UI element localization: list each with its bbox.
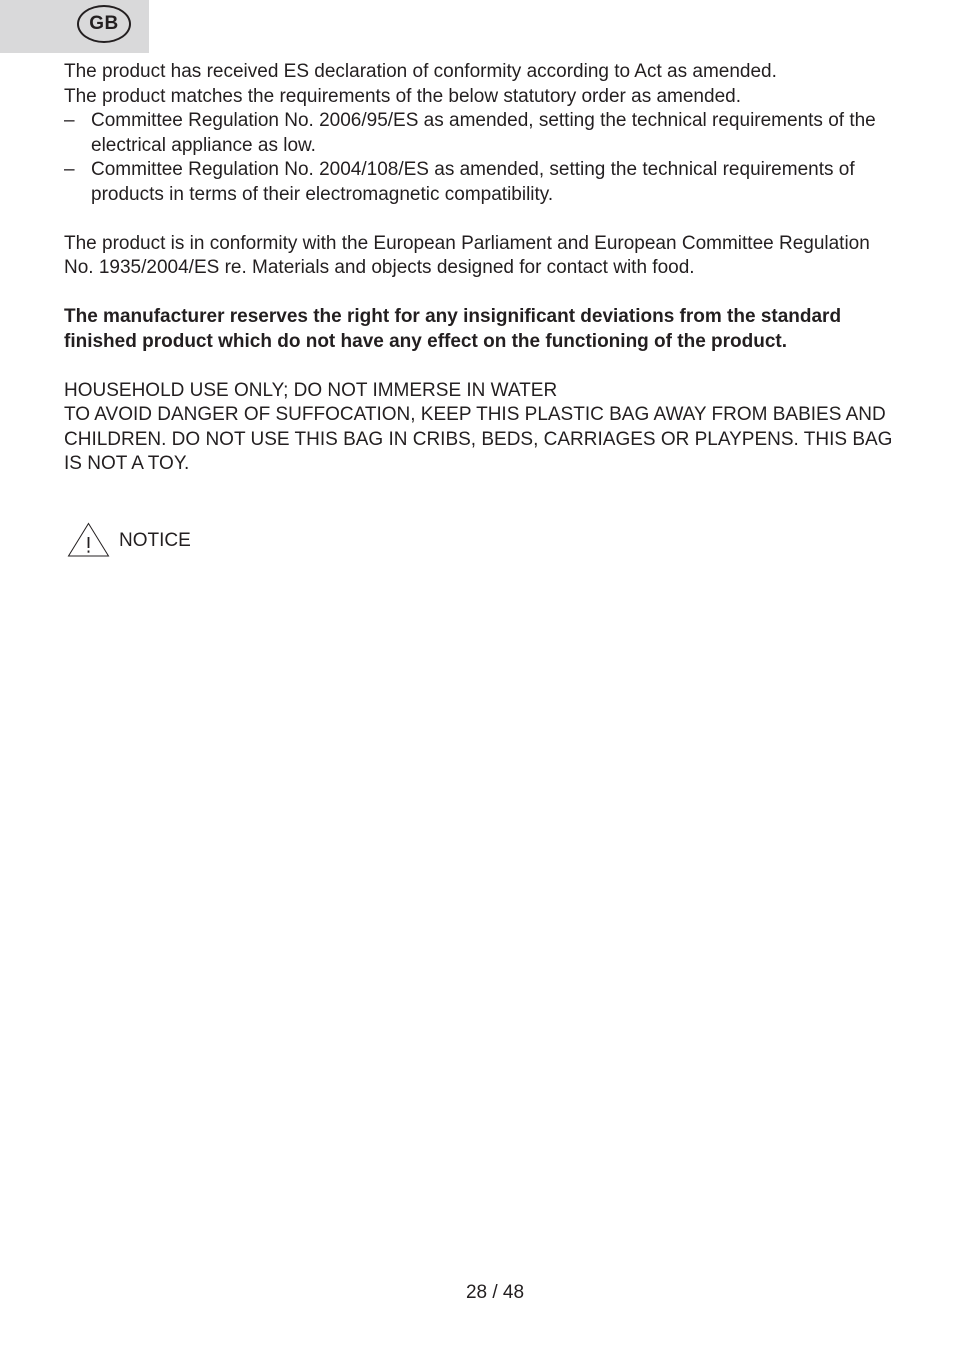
- language-badge: GB: [77, 5, 131, 43]
- conformity-statement: The product has received ES declaration of conformity according to Act as amended.: [64, 61, 777, 82]
- spacer: [64, 281, 894, 306]
- list-bullet: –: [64, 110, 75, 131]
- requirements-statement: The product matches the requirements of the below statutory order as amended.: [64, 85, 741, 107]
- list-item-text: Committee Regulation No. 2004/108/ES as amended, setting the technical requirements of products in terms of their electromagnetic compatibility.: [91, 159, 855, 205]
- household-warning: HOUSEHOLD USE ONLY; DO NOT IMMERSE IN WATER: [64, 379, 558, 401]
- list-item: [64, 158, 894, 207]
- notice-heading: [67, 522, 191, 558]
- suffocation-warning: TO AVOID DANGER OF SUFFOCATION, KEEP THIS PLASTIC BAG AWAY FROM BABIES AND CHILDREN. DO NOT USE THIS BAG IN CRIBS, BEDS, CARRIAGES OR PLAYPENS. THIS BAG IS NOT A TOY.: [64, 404, 893, 474]
- list-bullet: –: [64, 159, 75, 180]
- page-content: [64, 60, 894, 477]
- warning-triangle-icon: [67, 522, 110, 558]
- food-contact-statement: The product is in conformity with the European Parliament and European Committee Regulation No. 1935/2004/ES re. Materials and objects designed for contact with food.: [64, 232, 870, 278]
- notice-label: NOTICE: [119, 530, 191, 551]
- list-item-text: Committee Regulation No. 2006/95/ES as amended, setting the technical requirements of the electrical appliance as low.: [91, 110, 876, 156]
- page-number: 28 / 48: [465, 1282, 525, 1303]
- spacer: [64, 354, 894, 379]
- language-tab: [0, 0, 149, 53]
- regulation-list: [64, 109, 894, 207]
- list-item: [64, 109, 894, 158]
- spacer: [64, 207, 894, 232]
- manufacturer-note: The manufacturer reserves the right for any insignificant deviations from the standard finished product which do not have any effect on the functioning of the product.: [64, 306, 842, 352]
